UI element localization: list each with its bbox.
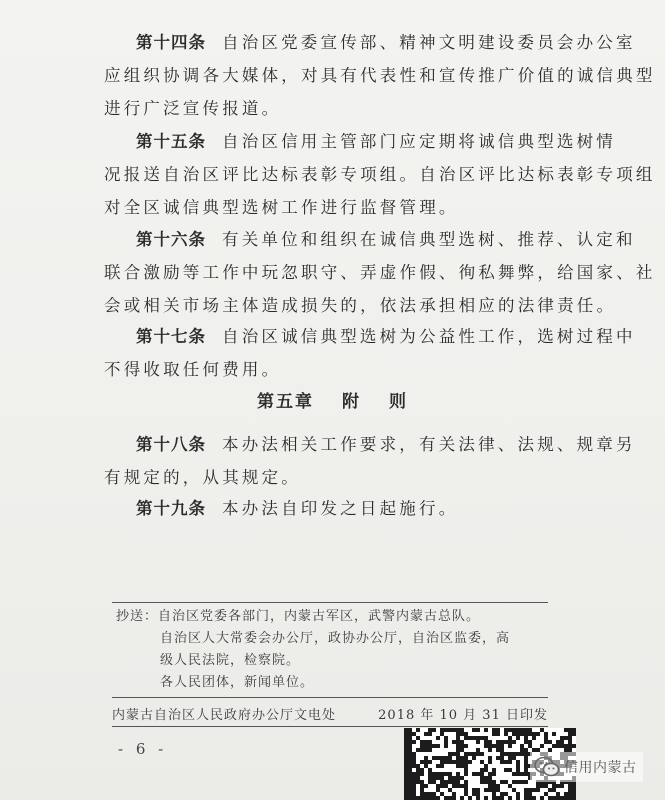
divider-bottom (112, 726, 548, 727)
article-17 (104, 320, 636, 386)
page-number: - 6 - (118, 740, 168, 758)
divider-middle (112, 697, 548, 698)
article-line: 进行广泛宣传报道。 (104, 99, 282, 118)
article-number: 第十八条 (136, 435, 206, 454)
article-line: 会或相关市场主体造成损失的，依法承担相应的法律责任。 (104, 296, 617, 315)
cc-label: 抄送： (116, 609, 159, 624)
article-number: 第十九条 (136, 499, 206, 518)
article-line: 联合激励等工作中玩忽职守、弄虚作假、徇私舞弊，给国家、社 (104, 263, 656, 282)
cc-block: 抄送：自治区党委各部门，内蒙古军区，武警内蒙古总队。 自治区人大常委会办公厅，政协办公厅，自治区监委，高 级人民法院，检察院。 各人民团体，新闻单位。 (116, 609, 511, 690)
issuing-office: 内蒙古自治区人民政府办公厅文电处 (112, 708, 337, 723)
article-number: 第十七条 (136, 327, 206, 346)
article-19 (104, 492, 600, 525)
chapter-heading: 第五章 附 则 (257, 392, 408, 412)
article-line: 有规定的，从其规定。 (104, 468, 301, 487)
article-line: 应组织协调各大媒体，对具有代表性和宣传推广价值的诚信典型 (104, 66, 656, 85)
article-line: 第十八条 本办法相关工作要求，有关法律、法规、规章另 (136, 435, 636, 454)
article-16 (104, 223, 656, 322)
article-number: 第十四条 (136, 33, 206, 52)
article-14 (104, 26, 656, 125)
article-line: 第十六条 有关单位和组织在诚信典型选树、推荐、认定和 (136, 230, 636, 249)
article-line: 第十四条 自治区党委宣传部、精神文明建设委员会办公室 (136, 33, 636, 52)
watermark-text: 信用内蒙古 (564, 760, 637, 776)
article-number: 第十五条 (136, 132, 206, 151)
issue-date: 2018 年 10 月 31 日印发 (378, 708, 548, 723)
issuer-line (112, 704, 548, 723)
article-line: 不得收取任何费用。 (104, 360, 282, 379)
article-line: 第十七条 自治区诚信典型选树为公益性工作，选树过程中 (136, 327, 636, 346)
watermark (530, 752, 643, 782)
article-15 (104, 125, 656, 224)
article-line: 第十五条 自治区信用主管部门应定期将诚信典型选树情 (136, 132, 616, 151)
wechat-icon (534, 755, 560, 779)
divider-top (112, 602, 548, 603)
article-line: 对全区诚信典型选树工作进行监督管理。 (104, 198, 459, 217)
article-number: 第十六条 (136, 230, 206, 249)
article-18 (104, 428, 636, 494)
article-line: 况报送自治区评比达标表彰专项组。自治区评比达标表彰专项组 (104, 165, 656, 184)
article-line: 第十九条 本办法自印发之日起施行。 (136, 499, 459, 518)
